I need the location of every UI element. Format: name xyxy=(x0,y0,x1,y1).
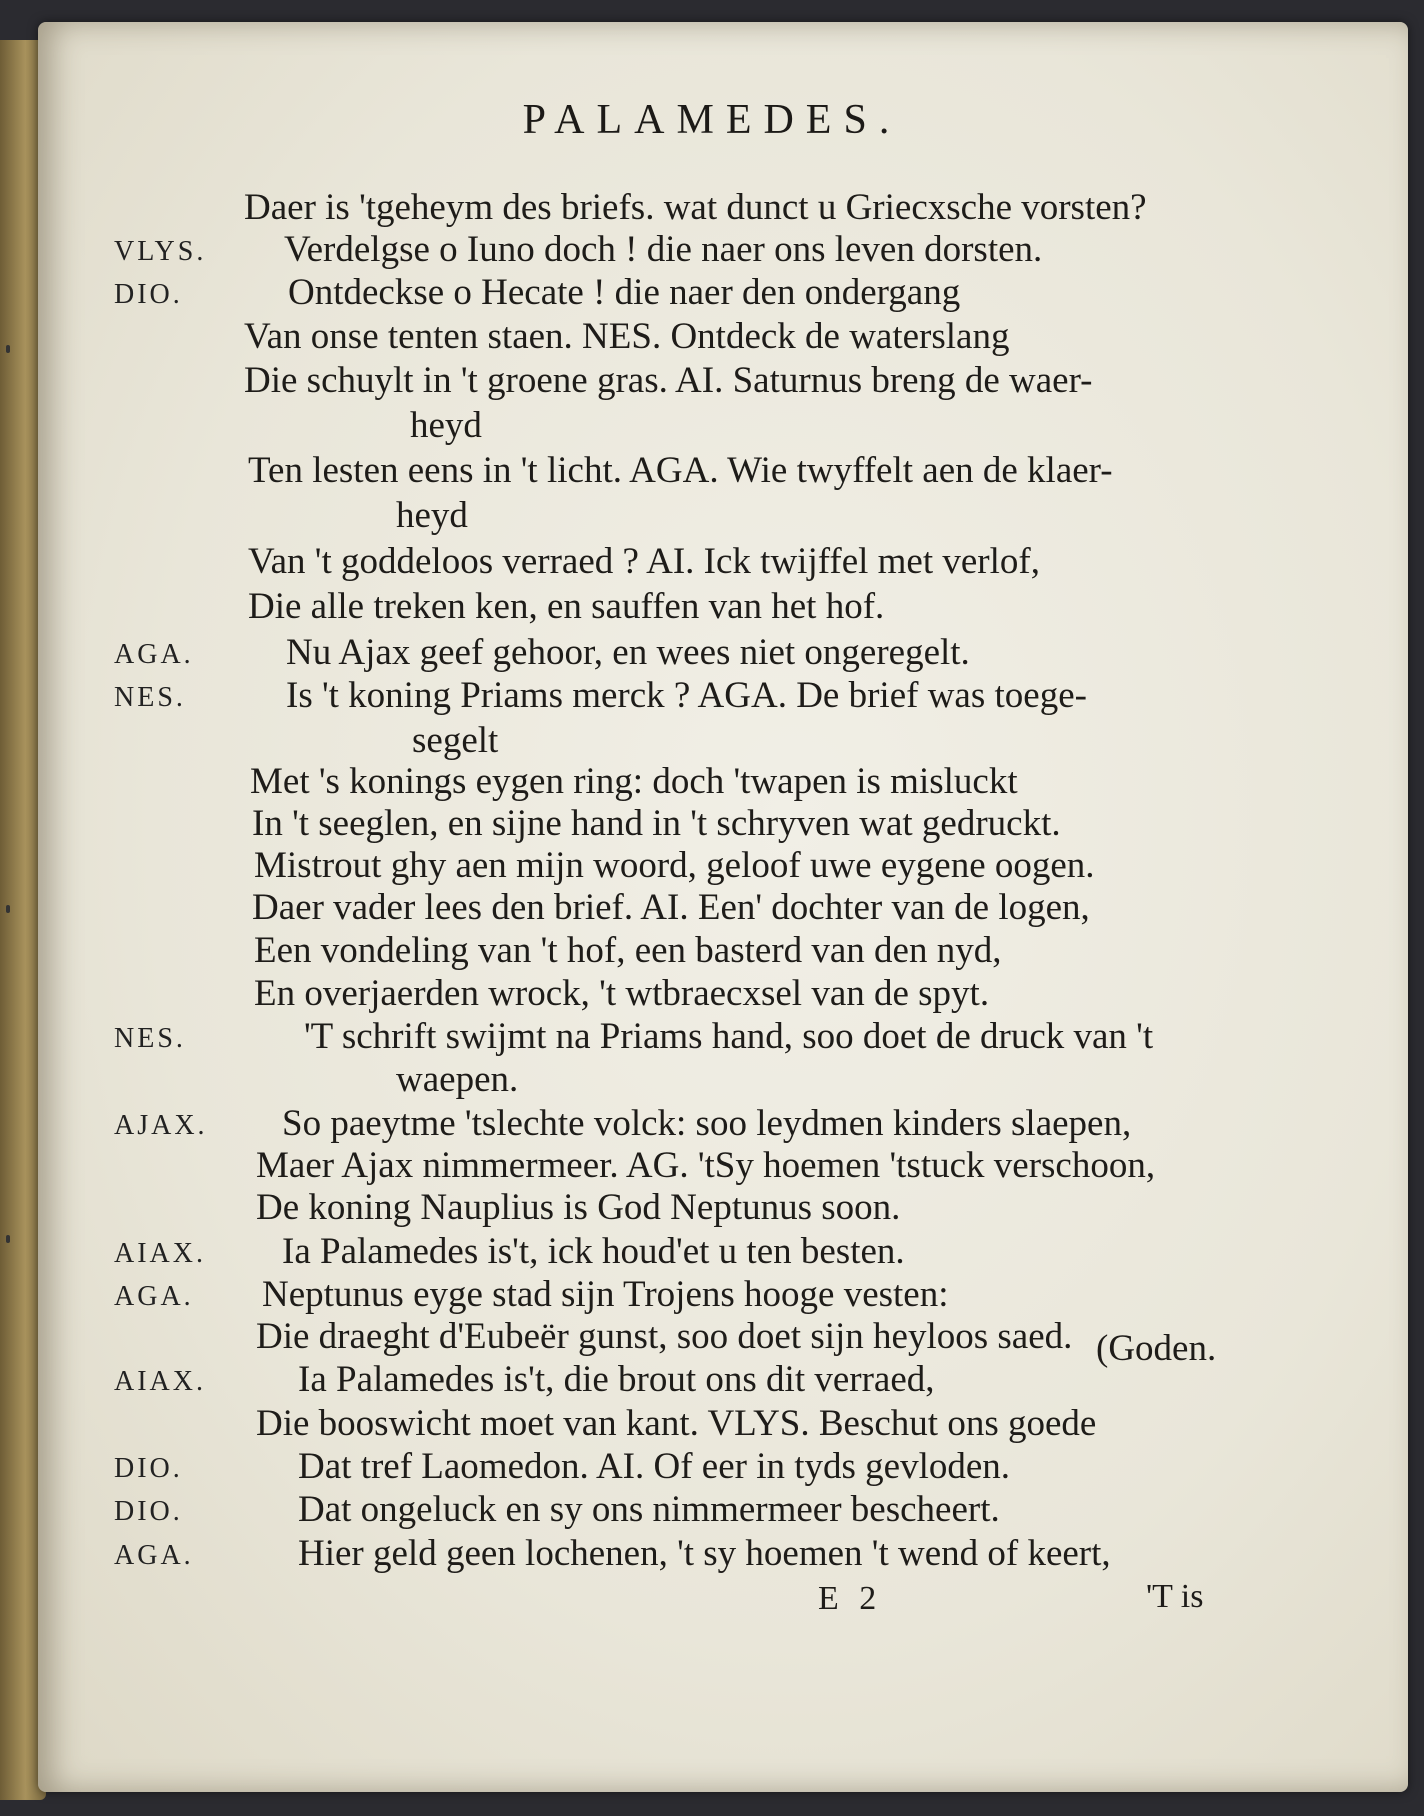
verse-line: heyd xyxy=(396,495,468,536)
speaker-label: AIAX. xyxy=(114,1238,206,1269)
catchword: 'T is xyxy=(1146,1578,1204,1615)
speaker-label: DIO. xyxy=(114,1496,183,1527)
verse-line: Ontdeckse o Hecate ! die naer den ondergang xyxy=(288,272,961,313)
verse-line: Nu Ajax geef gehoor, en wees niet ongeregelt. xyxy=(286,632,970,673)
signature-mark: E 2 xyxy=(818,1580,883,1617)
verse-line: Met 's konings eygen ring: doch 'twapen is misluckt xyxy=(250,761,1018,802)
verse-line: heyd xyxy=(410,405,482,446)
speaker-label: DIO. xyxy=(114,279,183,310)
speaker-label: AJAX. xyxy=(114,1110,208,1141)
verse-line: En overjaerden wrock, 't wtbraecxsel van de spyt. xyxy=(254,973,990,1014)
speaker-label: AGA. xyxy=(114,1281,194,1312)
running-head: PALAMEDES. xyxy=(522,97,902,143)
margin-mark xyxy=(6,905,10,913)
speaker-label: DIO. xyxy=(114,1453,183,1484)
verse-line: Van 't goddeloos verraed ? AI. Ick twijffel met verlof, xyxy=(248,541,1040,582)
verse-line: Die booswicht moet van kant. VLYS. Beschut ons goede xyxy=(256,1403,1097,1444)
verse-line: Maer Ajax nimmermeer. AG. 'tSy hoemen 'tstuck verschoon, xyxy=(256,1145,1156,1186)
margin-mark xyxy=(6,1235,10,1243)
speaker-label: NES. xyxy=(114,682,186,713)
turnover-goden: (Goden. xyxy=(1096,1328,1217,1369)
verse-line: Die schuylt in 't groene gras. AI. Saturnus breng de waer- xyxy=(244,360,1093,401)
verse-line: In 't seeglen, en sijne hand in 't schryven wat gedruckt. xyxy=(252,803,1061,844)
verse-line: Van onse tenten staen. NES. Ontdeck de waterslang xyxy=(244,316,1010,357)
speaker-label: AGA. xyxy=(114,639,194,670)
verse-line: Ia Palamedes is't, die brout ons dit verraed, xyxy=(298,1359,935,1400)
verse-line: Ten lesten eens in 't licht. AGA. Wie twyffelt aen de klaer- xyxy=(248,450,1113,491)
speaker-label: NES. xyxy=(114,1023,186,1054)
verse-line: Ia Palamedes is't, ick houd'et u ten besten. xyxy=(282,1231,905,1272)
verse-line: Neptunus eyge stad sijn Trojens hooge vesten: xyxy=(262,1274,949,1315)
verse-line: Die alle treken ken, en sauffen van het hof. xyxy=(248,586,885,627)
verse-line: Daer vader lees den brief. AI. Een' dochter van de logen, xyxy=(252,887,1090,928)
verse-line: Mistrout ghy aen mijn woord, geloof uwe eygene oogen. xyxy=(254,845,1095,886)
verse-line: Verdelgse o Iuno doch ! die naer ons leven dorsten. xyxy=(284,229,1043,270)
verse-line: Is 't koning Priams merck ? AGA. De brief was toege- xyxy=(286,675,1087,716)
verse-line: Hier geld geen lochenen, 't sy hoemen 't wend of keert, xyxy=(298,1533,1111,1574)
verse-line: Een vondeling van 't hof, een basterd van den nyd, xyxy=(254,930,1002,971)
speaker-label: VLYS. xyxy=(114,236,207,267)
margin-mark xyxy=(6,345,10,353)
speaker-label: AIAX. xyxy=(114,1366,206,1397)
verse-line: waepen. xyxy=(396,1059,519,1100)
verse-line: Daer is 'tgeheym des briefs. wat dunct u Griecxsche vorsten? xyxy=(244,187,1147,228)
verse-line: De koning Nauplius is God Neptunus soon. xyxy=(256,1187,901,1228)
verse-line: Die draeght d'Eubeër gunst, soo doet sijn heyloos saed. xyxy=(256,1316,1073,1357)
verse-line: segelt xyxy=(412,720,499,761)
verse-line: So paeytme 'tslechte volck: soo leydmen kinders slaepen, xyxy=(282,1103,1132,1144)
verse-line: Dat ongeluck en sy ons nimmermeer bescheert. xyxy=(298,1489,1000,1530)
verse-line: Dat tref Laomedon. AI. Of eer in tyds gevloden. xyxy=(298,1446,1011,1487)
speaker-label: AGA. xyxy=(114,1540,194,1571)
verse-line: 'T schrift swijmt na Priams hand, soo doet de druck van 't xyxy=(304,1016,1154,1057)
